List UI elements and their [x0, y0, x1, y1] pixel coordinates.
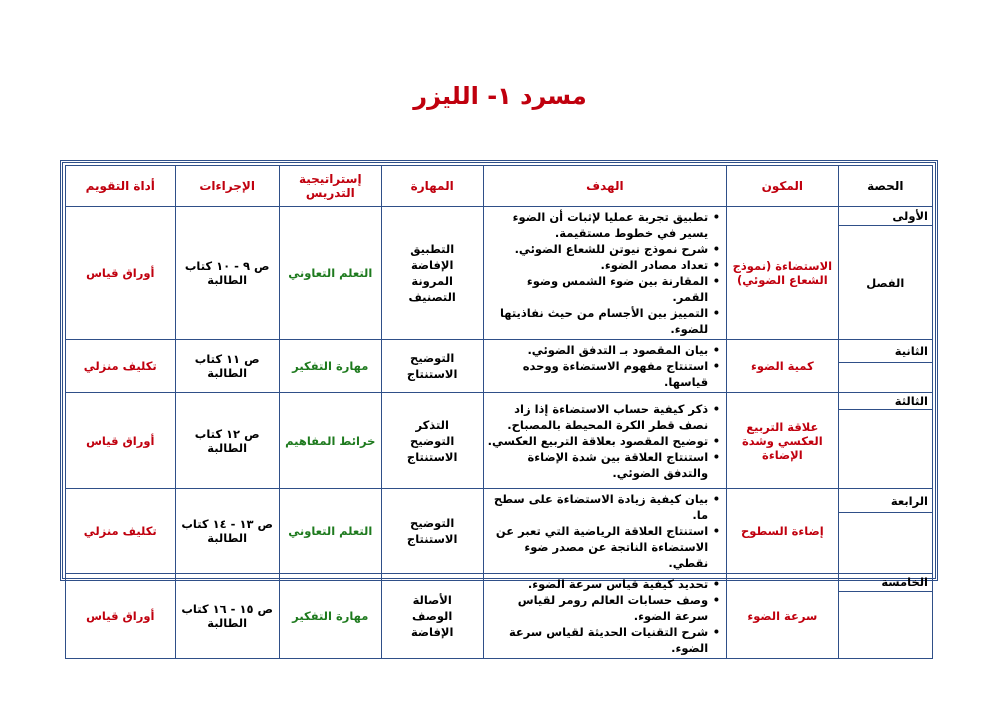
- session-label: الثالثة: [838, 393, 932, 410]
- goal-item: • المقارنة بين ضوء الشمس وضوء القمر.: [488, 273, 709, 305]
- goal-item: • بيان كيفية زيادة الاستضاءة على سطح ما.: [488, 491, 709, 523]
- goal-cell: [483, 574, 727, 659]
- component-cell: الاستضاءة (نموذج الشعاع الضوئي): [727, 207, 838, 340]
- lesson-plan-frame: [60, 160, 938, 655]
- table-row: [66, 574, 933, 592]
- component-cell: إضاءة السطوح: [727, 489, 838, 574]
- component-cell: كمية الضوء: [727, 340, 838, 393]
- goal-item: • استنتاج العلاقة بين شدة الإضاءة والتدفق الضوئي.: [488, 449, 709, 481]
- strategy-cell: مهارة التفكير: [279, 340, 381, 393]
- skill-item: الاستنتاج: [406, 532, 458, 546]
- lesson-plan-table: [65, 165, 933, 659]
- skill-item: التصنيف: [408, 290, 456, 304]
- session-label: الثانية: [838, 340, 932, 363]
- skill-item: الاستنتاج: [406, 449, 458, 464]
- goal-cell: [483, 207, 727, 340]
- header-goal: الهدف: [483, 166, 727, 207]
- session-sub-label: الفصل: [838, 226, 932, 340]
- goal-item: • شرح التقنيات الحديثة لقياس سرعة الضوء.: [488, 624, 709, 656]
- skill-item: التذكر: [415, 417, 449, 432]
- skill-item: الإفاضة: [410, 625, 454, 639]
- evaluation-cell: أوراق قياس: [66, 574, 176, 659]
- skill-cell: [381, 574, 483, 659]
- skill-item: التوضيح: [410, 433, 455, 448]
- evaluation-cell: أوراق قياس: [66, 207, 176, 340]
- goal-item: • استنتاج مفهوم الاستضاءة ووحده قياسها.: [488, 358, 709, 390]
- table-body: [66, 207, 933, 659]
- evaluation-cell: أوراق قياس: [66, 393, 176, 489]
- table-row: [66, 489, 933, 513]
- page-title: مسرد ١- الليزر: [413, 82, 587, 110]
- session-label: الأولى: [838, 207, 932, 226]
- procedures-cell: ص ١٣ - ١٤ كتاب الطالبة: [175, 489, 279, 574]
- goal-item: • تطبيق تجربة عمليا لإثبات أن الضوء يسير في خطوط مستقيمة.: [488, 209, 709, 241]
- skill-item: الاستنتاج: [406, 367, 458, 381]
- header-session: الحصة: [838, 166, 932, 207]
- goal-cell: [483, 340, 727, 393]
- skill-item: الوصف: [412, 609, 453, 623]
- session-sub-label: [838, 513, 932, 574]
- goal-item: • تحديد كيفية قياس سرعة الضوء.: [488, 576, 709, 592]
- skill-cell: [381, 340, 483, 393]
- skill-item: التوضيح: [410, 351, 455, 365]
- header-procedures: الإجراءات: [175, 166, 279, 207]
- goal-item: • شرح نموذج نيوتن للشعاع الضوئي.: [488, 241, 709, 257]
- skill-cell: [381, 393, 483, 489]
- table-row: [66, 340, 933, 363]
- skill-item: التوضيح: [410, 516, 455, 530]
- table-row: [66, 207, 933, 226]
- goal-cell: [483, 393, 727, 489]
- strategy-cell: مهارة التفكير: [279, 574, 381, 659]
- goal-cell: [483, 489, 727, 574]
- header-evaluation: أداة التقويم: [66, 166, 176, 207]
- procedures-cell: ص ١٢ كتاب الطالبة: [175, 393, 279, 489]
- goal-list: [488, 209, 723, 337]
- session-sub-label: [838, 362, 932, 392]
- evaluation-cell: تكليف منزلي: [66, 340, 176, 393]
- session-sub-label: [838, 591, 932, 658]
- procedures-cell: ص ١٥ - ١٦ كتاب الطالبة: [175, 574, 279, 659]
- skill-item: المرونة: [411, 274, 453, 288]
- session-label: الرابعة: [838, 489, 932, 513]
- table-row: [66, 393, 933, 410]
- skill-item: التطبيق: [410, 242, 455, 256]
- skill-item: الإفاضة: [410, 258, 454, 272]
- strategy-cell: التعلم التعاوني: [279, 207, 381, 340]
- header-strategy: إستراتيجية التدريس: [279, 166, 381, 207]
- goal-item: • وصف حسابات العالم رومر لقياس سرعة الضوء.: [488, 592, 709, 624]
- goal-item: • استنتاج العلاقة الرياضية التي تعبر عن الاستضاءة الناتجة عن مصدر ضوء نقطي.: [488, 523, 709, 571]
- goal-item: • التمييز بين الأجسام من حيث نفاذيتها للضوء.: [488, 305, 709, 337]
- goal-list: [488, 576, 723, 656]
- goal-list: [488, 401, 723, 481]
- session-label: الخامسة: [838, 574, 932, 592]
- goal-item: • تعداد مصادر الضوء.: [488, 257, 709, 273]
- goal-item: • توضيح المقصود بعلاقة التربيع العكسي.: [488, 433, 709, 449]
- strategy-cell: خرائط المفاهيم: [279, 393, 381, 489]
- header-component: المكون: [727, 166, 838, 207]
- strategy-cell: التعلم التعاوني: [279, 489, 381, 574]
- skill-item: الأصالة: [412, 593, 452, 607]
- evaluation-cell: تكليف منزلي: [66, 489, 176, 574]
- skill-cell: [381, 207, 483, 340]
- goal-list: [488, 342, 723, 390]
- procedures-cell: ص ١١ كتاب الطالبة: [175, 340, 279, 393]
- goal-item: • ذكر كيفية حساب الاستضاءة إذا زاد نصف قطر الكرة المحيطة بالمصباح.: [488, 401, 709, 433]
- session-sub-label: [838, 410, 932, 489]
- header-skill: المهارة: [381, 166, 483, 207]
- component-cell: سرعة الضوء: [727, 574, 838, 659]
- goal-item: • بيان المقصود بـ التدفق الضوئي.: [488, 342, 709, 358]
- table-header-row: [66, 166, 933, 207]
- procedures-cell: ص ٩ - ١٠ كتاب الطالبة: [175, 207, 279, 340]
- component-cell: علاقة التربيع العكسي وشدة الإضاءة: [727, 393, 838, 489]
- skill-cell: [381, 489, 483, 574]
- goal-list: [488, 491, 723, 571]
